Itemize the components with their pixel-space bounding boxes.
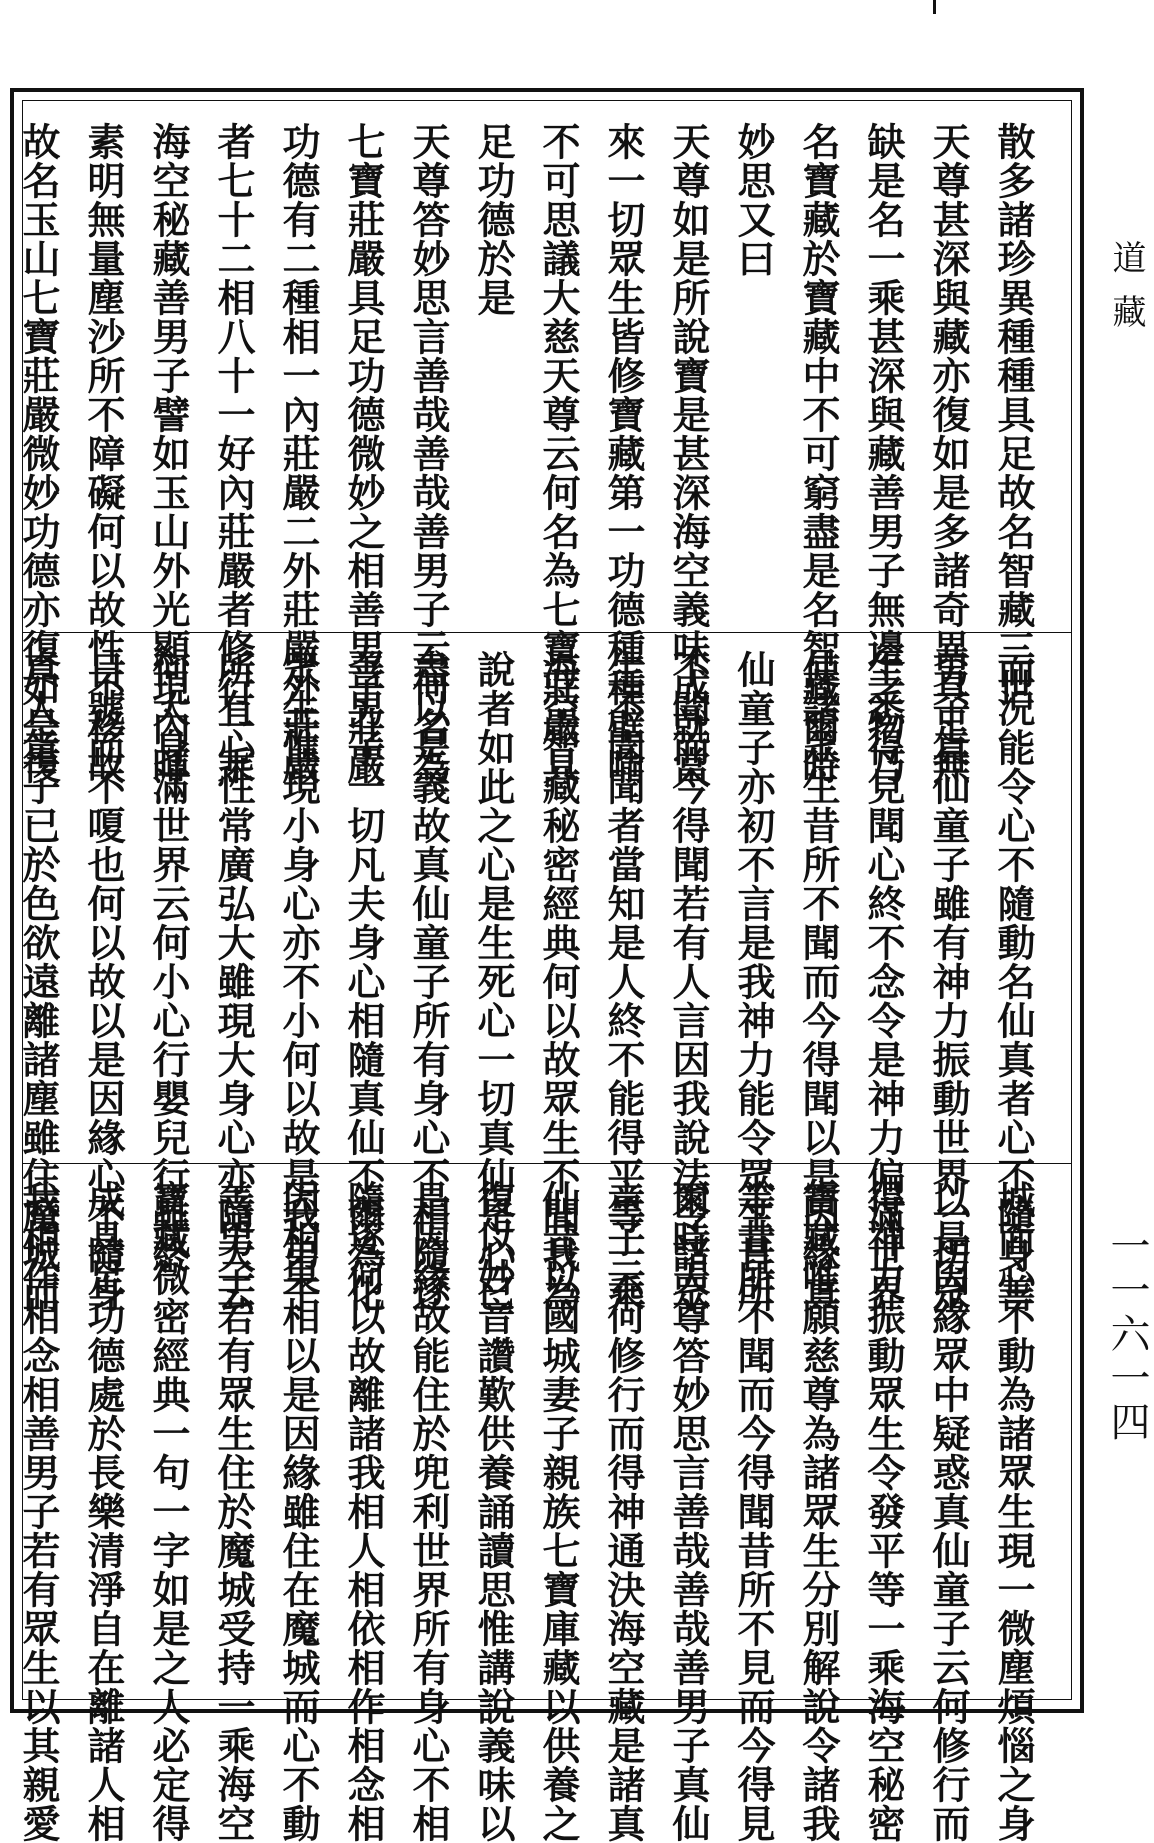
- text-column: 等昔所不聞而今得聞昔所不見而今得見: [731, 1180, 776, 1843]
- text-column: 日號而不嗄也何以故以是因緣心不隨身: [81, 650, 126, 1313]
- text-column: 不可思議大慈天尊云何名為七寶莊嚴具: [536, 122, 581, 785]
- text-column: 是因緣故能住於兜利世界所有身心不相: [406, 1180, 451, 1843]
- page-number: 一一六一四: [1104, 1225, 1150, 1445]
- text-column: 名寶藏於寶藏中不可窮盡是名智藏爾時: [796, 122, 841, 785]
- text-column: 我相作相念相善男子若有眾生以其親愛: [16, 1180, 61, 1843]
- text-column: 真人童子已於色欲遠離諸塵雖住魔城而: [16, 650, 61, 1313]
- text-column: 復以妙音讚歎供養誦讀思惟講說義味以: [471, 1180, 516, 1843]
- top-tick-mark: [933, 0, 936, 14]
- text-column: 仙童子亦初不言是我神力能令眾生昔所: [731, 650, 776, 1313]
- text-column: 因相果相以是因緣雖住在魔城而心不動: [276, 1180, 321, 1843]
- text-column: 來一切眾生皆修寶藏第一功德種種壁喻: [601, 122, 646, 785]
- text-column: 爾時天尊答妙思言善哉善哉善男子真仙: [666, 1180, 711, 1843]
- text-column: 缺是名一乘甚深與藏善男子無邊之物乃: [861, 122, 906, 785]
- text-column: 妙思又曰: [731, 122, 776, 278]
- text-column: 何大身滿世界云何小心行嬰兒行雖終: [146, 650, 191, 1274]
- text-column: 眾生惟現小身心亦不小何以故是我弟子: [276, 650, 321, 1313]
- text-column: 以是因緣眾中疑惑真仙童子云何修行而: [926, 1180, 971, 1843]
- text-column: 天尊答妙思言善哉善哉善男子云何名為: [406, 122, 451, 785]
- text-column: 寶藏唯願慈尊為諸眾生分別解說令諸我: [796, 1180, 841, 1843]
- text-column: 足功德於是: [471, 122, 516, 317]
- text-column: 海空智藏秘密經典何以故眾生不聞我為: [536, 650, 581, 1313]
- text-column: 說者如此之心是生死心一切真仙是心已: [471, 650, 516, 1313]
- text-column: 成具足功德處於長樂清淨自在離諸人相: [81, 1180, 126, 1843]
- text-column: 天尊甚深與藏亦復如是多諸奇異具足無: [926, 122, 971, 785]
- text-column: 使諸眾生昔所不聞而今得聞以是因緣真: [796, 650, 841, 1313]
- text-panel-bottom: [16, 1180, 1072, 1843]
- text-column: 素明無量塵沙所不障礙何以故性不移故: [81, 122, 126, 785]
- text-column: 散多諸珍異種種具足故名智藏三世: [991, 122, 1036, 707]
- text-column: 功德有二種相一內莊嚴二外莊嚴外莊嚴: [276, 122, 321, 785]
- text-panel-middle: [16, 650, 1072, 1313]
- text-column: 仙昔以國城妻子親族七寶庫藏以供養之: [536, 1180, 581, 1843]
- text-column: 隨逐何以故離諸我相人相依相作相念相: [341, 1180, 386, 1843]
- text-column: 男子真仙童子雖有神力振動世界一切眾: [926, 650, 971, 1313]
- side-title: 道藏: [1106, 240, 1146, 348]
- text-column: 故名玉山七寶莊嚴微妙功德亦復如是復: [16, 122, 61, 785]
- text-panel-top: [16, 122, 1072, 785]
- section-divider-2: [22, 1163, 1072, 1164]
- text-column: 天尊如是所說寶是甚深海空義味成就當: [666, 122, 711, 785]
- text-column: 善男子若有眾生住於魔城受持一乘海空: [211, 1180, 256, 1843]
- text-column: 得神力振動眾生令發平等一乘海空秘密: [861, 1180, 906, 1843]
- text-column: 七寶莊嚴具足功德微妙之相善男子莊嚴: [341, 122, 386, 785]
- text-column: 生不聞聞者當知是人終不能得平等一乘: [601, 650, 646, 1313]
- text-column: 所有心性常廣弘大雖現大身心亦隨大云: [211, 650, 256, 1313]
- text-column: 童子云何修行而得神通決海空藏是諸真: [601, 1180, 646, 1843]
- text-column: 而況能令心不隨動名仙真者心不隨身善: [991, 650, 1036, 1313]
- text-column: 海空秘藏善男子譬如玉山外光顯現內暉: [146, 122, 191, 785]
- text-column: 者七十二相八十一好內莊嚴者修行一乘: [211, 122, 256, 785]
- text-column: 善男子一切凡夫身心相隨真仙不爾為化: [341, 650, 386, 1313]
- text-column: 城而心不動為諸眾生現一微塵煩惱之身: [991, 1180, 1036, 1843]
- text-column: 不聞而今得聞若有人言因我說法令諸眾: [666, 650, 711, 1313]
- text-column: 盡以是義故真仙童子所有身心不相隨逐: [406, 650, 451, 1313]
- text-column: 生悉得見聞心終不念令是神力偏滿世界: [861, 650, 906, 1313]
- text-column: 寶藏微密經典一句一字如是之人必定得: [146, 1180, 191, 1843]
- section-divider-1: [22, 632, 1072, 633]
